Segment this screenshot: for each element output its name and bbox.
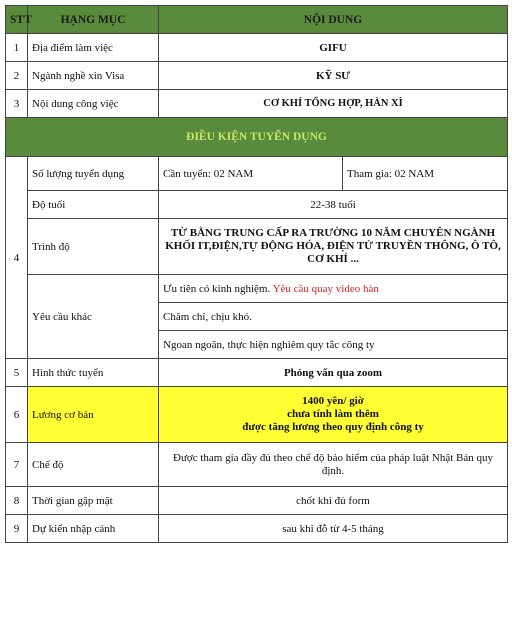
section-row-conditions: [6, 118, 508, 157]
table-row-job-content: [6, 90, 508, 118]
row-value: GIFU: [159, 34, 508, 62]
row-number: 5: [6, 359, 28, 387]
quantity-need: Cần tuyển: 02 NAM: [159, 157, 343, 191]
other-requirement-highlight: Yêu cầu quay video hàn: [272, 282, 379, 295]
row-label: Trình độ: [28, 219, 159, 275]
table-row-other-1: [6, 275, 508, 303]
header-noi-dung: NỘI DUNG: [159, 6, 508, 34]
row-value: TỪ BẰNG TRUNG CẤP RA TRƯỜNG 10 NĂM CHUYÊN NGÀNH KHỐI IT,ĐIỆN,TỰ ĐỘNG HÓA, ĐIỆN TỬ TRUYỀN THÔNG, Ô TÔ, CƠ KHÍ ...: [159, 219, 508, 275]
row-value: chốt khi đủ form: [159, 487, 508, 515]
table-row-quantity: [6, 157, 508, 191]
row-label: Lương cơ bản: [28, 387, 159, 443]
other-requirement-2: Chăm chỉ, chịu khó.: [159, 303, 508, 331]
row-value: CƠ KHÍ TỔNG HỢP, HÀN XÌ: [159, 90, 508, 118]
section-title: ĐIỀU KIỆN TUYỂN DỤNG: [6, 118, 508, 157]
table-row-recruit-form: [6, 359, 508, 387]
header-stt: STT: [6, 6, 28, 34]
recruitment-table-sheet: [5, 5, 507, 613]
row-value: KỸ SƯ: [159, 62, 508, 90]
salary-line: được tăng lương theo quy định công ty: [242, 421, 424, 433]
row-number: 4: [6, 157, 28, 359]
table-row-age: [6, 191, 508, 219]
row-number: 1: [6, 34, 28, 62]
row-label: Chế độ: [28, 443, 159, 487]
row-label: Độ tuổi: [28, 191, 159, 219]
row-number: 3: [6, 90, 28, 118]
table-row-entry: [6, 515, 508, 543]
row-number: 7: [6, 443, 28, 487]
row-label: Ngành nghề xin Visa: [28, 62, 159, 90]
header-hang-muc: HẠNG MỤC: [28, 6, 159, 34]
row-number: 2: [6, 62, 28, 90]
row-number: 6: [6, 387, 28, 443]
row-number: 9: [6, 515, 28, 543]
salary-line: 1400 yên/ giờ: [302, 395, 364, 407]
row-value: Được tham gia đầy đủ theo chế độ bảo hiểm của pháp luật Nhật Bản quy định.: [159, 443, 508, 487]
table-row-meeting-time: [6, 487, 508, 515]
table-row-education: [6, 219, 508, 275]
row-label: Số lượng tuyển dụng: [28, 157, 159, 191]
table-row-salary: [6, 387, 508, 443]
table-row-benefits: [6, 443, 508, 487]
other-requirement-text: Ưu tiên có kinh nghiệm.: [163, 282, 273, 295]
row-label: Địa điểm làm việc: [28, 34, 159, 62]
row-label: Nội dung công việc: [28, 90, 159, 118]
row-label: Thời gian gặp mặt: [28, 487, 159, 515]
row-label: Dự kiến nhập cảnh: [28, 515, 159, 543]
row-value: Phỏng vấn qua zoom: [159, 359, 508, 387]
row-value: sau khi đỗ từ 4-5 tháng: [159, 515, 508, 543]
table-row-work-location: [6, 34, 508, 62]
salary-line: chưa tính làm thêm: [287, 408, 379, 420]
row-value: 22-38 tuổi: [159, 191, 508, 219]
table-header-row: [6, 6, 508, 34]
other-requirement-3: Ngoan ngoãn, thực hiện nghiêm quy tắc công ty: [159, 331, 508, 359]
recruitment-table: [5, 5, 508, 543]
row-label: Hình thức tuyển: [28, 359, 159, 387]
row-number: 8: [6, 487, 28, 515]
other-requirement-1: [159, 275, 508, 303]
row-label: Yêu cầu khác: [28, 275, 159, 359]
quantity-join: Tham gia: 02 NAM: [343, 157, 508, 191]
salary-value: [159, 387, 508, 443]
table-row-visa-field: [6, 62, 508, 90]
